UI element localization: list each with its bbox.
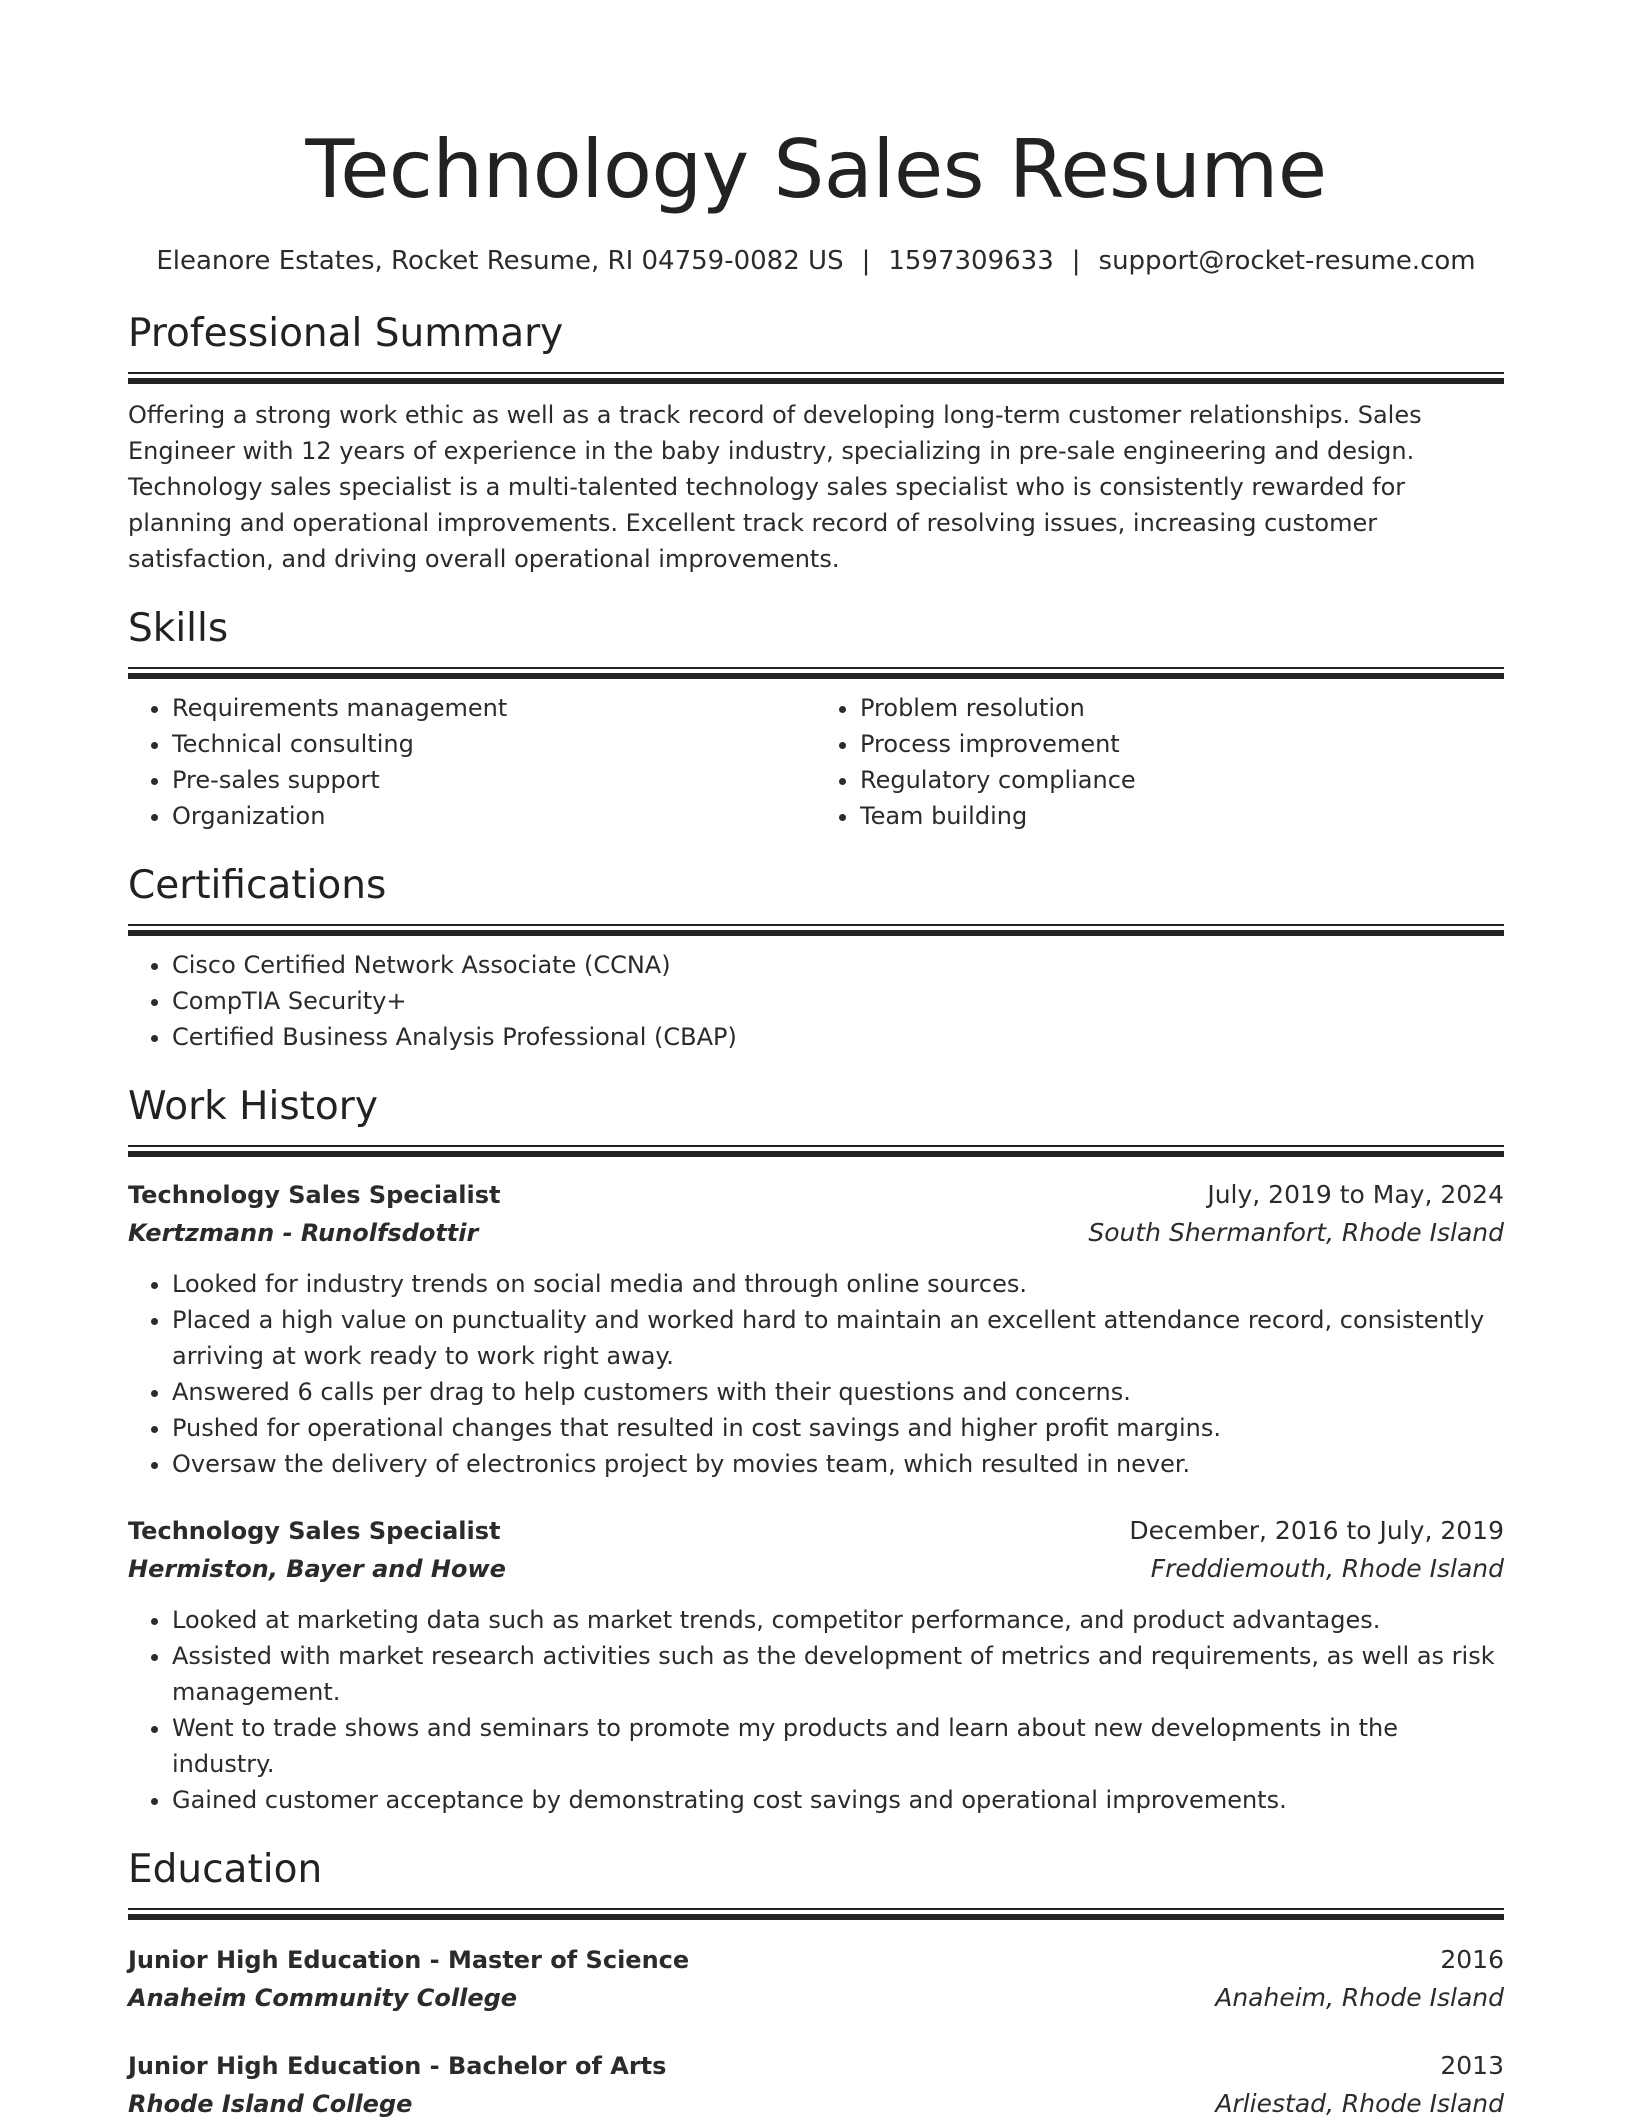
job-bullet: • Assisted with market research activities such as the development of metrics and requirements, as well as risk management.: [172, 1638, 1504, 1710]
skill-item: • Organization: [172, 798, 816, 834]
contact-separator: |: [861, 246, 871, 276]
job-location: South Shermanfort, Rhode Island: [1088, 1218, 1504, 1247]
certifications-list: [128, 947, 1504, 1055]
skills-grid: [128, 678, 1504, 834]
education-header-row: [128, 1941, 1504, 1979]
contact-line: [128, 244, 1504, 278]
resume-title: Technology Sales Resume: [305, 123, 1327, 216]
certification-item: • CompTIA Security+: [172, 983, 1504, 1019]
section-heading: Professional Summary: [128, 311, 564, 356]
job-bullet: • Looked at marketing data such as market trends, competitor performance, and product advantages.: [172, 1602, 1504, 1638]
education-location: Anaheim, Rhode Island: [1215, 1983, 1504, 2012]
job-bullet: • Gained customer acceptance by demonstrating cost savings and operational improvements.: [172, 1782, 1504, 1818]
education-location: Arliestad, Rhode Island: [1215, 2089, 1504, 2118]
education-year: 2013: [1440, 2051, 1504, 2080]
job-location: Freddiemouth, Rhode Island: [1150, 1554, 1504, 1583]
job-entry: [128, 1512, 1504, 1818]
job-bullets: [128, 1602, 1504, 1818]
education-school-row: [128, 1979, 1504, 2017]
education-year: 2016: [1440, 1945, 1504, 1974]
job-company: Hermiston, Bayer and Howe: [128, 1555, 506, 1583]
education-school: Rhode Island College: [128, 2090, 413, 2118]
contact-address: Eleanore Estates, Rocket Resume, RI 04759-0082 US: [156, 246, 844, 276]
education-entry: [128, 1941, 1504, 2017]
education-degree: Junior High Education - Master of Science: [128, 1946, 690, 1974]
job-bullet: • Pushed for operational changes that resulted in cost savings and higher profit margins.: [172, 1410, 1504, 1446]
job-bullet: • Answered 6 calls per drag to help customers with their questions and concerns.: [172, 1374, 1504, 1410]
job-header-row: [128, 1512, 1504, 1550]
section-divider: [128, 667, 1504, 678]
section-divider: [128, 1908, 1504, 1919]
certification-item: • Cisco Certified Network Associate (CCNA): [172, 947, 1504, 983]
skill-item: • Regulatory compliance: [860, 762, 1504, 798]
job-company-row: [128, 1550, 1504, 1588]
contact-phone: 1597309633: [888, 246, 1054, 276]
job-bullet: • Went to trade shows and seminars to promote my products and learn about new developments in the industry.: [172, 1710, 1504, 1782]
education-school-row: [128, 2085, 1504, 2123]
work-history-section: [128, 1083, 1504, 1818]
job-bullets: [128, 1266, 1504, 1482]
summary-text: Offering a strong work ethic as well as a track record of developing long-term customer relationships. Sales Engineer with 12 years of experience in the baby industry, specializing in pre-sale engineering and design. Technology sales specialist is a multi-talented technology sales specialist who is consistently rewarded for planning and operational improvements. Excellent track record of resolving issues, increasing customer satisfaction, and driving overall operational improvements.: [128, 401, 1422, 573]
job-company-row: [128, 1214, 1504, 1252]
skills-left-list: [128, 690, 816, 834]
job-bullet: • Looked for industry trends on social media and through online sources.: [172, 1266, 1504, 1302]
job-title: Technology Sales Specialist: [128, 1517, 501, 1545]
job-title: Technology Sales Specialist: [128, 1181, 501, 1209]
skill-item: • Technical consulting: [172, 726, 816, 762]
section-divider: [128, 1145, 1504, 1156]
job-entry: [128, 1176, 1504, 1482]
skill-item: • Process improvement: [860, 726, 1504, 762]
education-header-row: [128, 2047, 1504, 2085]
section-heading: Work History: [128, 1084, 378, 1129]
skills-section: [128, 605, 1504, 834]
job-header-row: [128, 1176, 1504, 1214]
contact-email[interactable]: support@rocket-resume.com: [1098, 246, 1476, 276]
section-heading: Education: [128, 1847, 323, 1892]
section-divider: [128, 924, 1504, 935]
job-company: Kertzmann - Runolfsdottir: [128, 1219, 479, 1247]
job-dates: July, 2019 to May, 2024: [1207, 1180, 1504, 1209]
job-dates: December, 2016 to July, 2019: [1129, 1516, 1504, 1545]
education-school: Anaheim Community College: [128, 1984, 518, 2012]
skill-item: • Problem resolution: [860, 690, 1504, 726]
skill-item: • Pre-sales support: [172, 762, 816, 798]
section-divider: [128, 372, 1504, 383]
education-degree: Junior High Education - Bachelor of Arts: [128, 2052, 667, 2080]
section-heading: Skills: [128, 606, 229, 651]
job-bullet: • Oversaw the delivery of electronics project by movies team, which resulted in never.: [172, 1446, 1504, 1482]
skill-item: • Team building: [860, 798, 1504, 834]
skills-right-list: [816, 690, 1504, 834]
contact-separator: |: [1071, 246, 1081, 276]
skill-item: • Requirements management: [172, 690, 816, 726]
education-section: [128, 1846, 1504, 2123]
section-heading: Certifications: [128, 863, 387, 908]
summary-section: [128, 310, 1504, 577]
certifications-section: [128, 862, 1504, 1055]
job-bullet: • Placed a high value on punctuality and worked hard to maintain an excellent attendance record, consistently arriving at work ready to work right away.: [172, 1302, 1504, 1374]
certification-item: • Certified Business Analysis Professional (CBAP): [172, 1019, 1504, 1055]
